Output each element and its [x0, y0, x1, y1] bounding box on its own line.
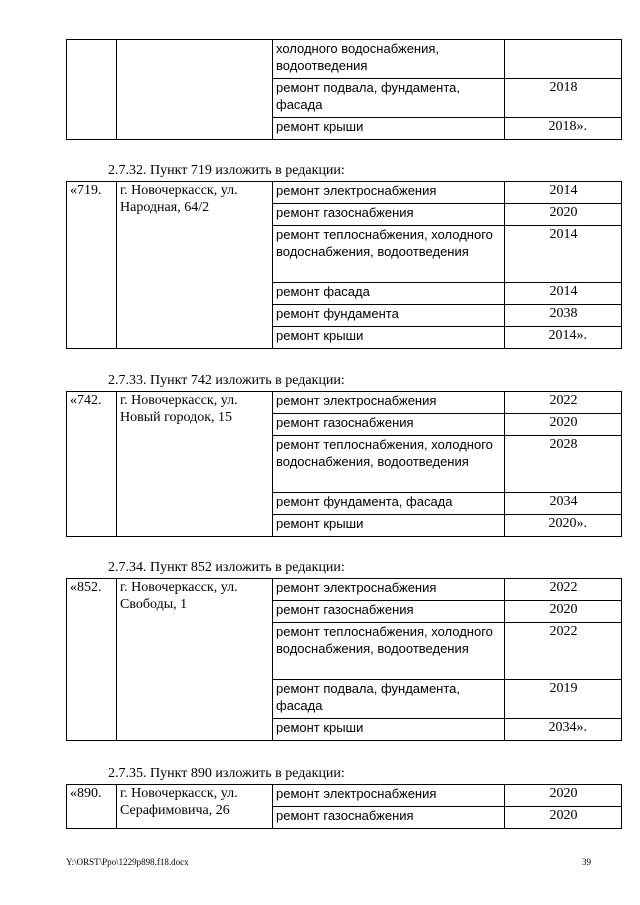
section-heading: 2.7.33. Пункт 742 изложить в редакции:: [108, 373, 345, 388]
work-cell: ремонт подвала, фундамента, фасада: [273, 680, 505, 719]
work-cell: ремонт электроснабжения: [273, 392, 505, 414]
year-cell: 2022: [505, 392, 622, 414]
year-cell: 2020: [505, 785, 622, 807]
year-cell: 2020: [505, 807, 622, 829]
section-table: [66, 784, 622, 829]
year-cell: 2022: [505, 579, 622, 601]
section-heading: 2.7.35. Пункт 890 изложить в редакции:: [108, 766, 345, 781]
year-cell: [505, 40, 622, 79]
year-cell: 2028: [505, 436, 622, 493]
work-cell: ремонт газоснабжения: [273, 414, 505, 436]
address-cell: г. Новочеркасск, ул. Новый городок, 15: [117, 392, 273, 537]
work-cell: ремонт крыши: [273, 515, 505, 537]
year-cell: 2020: [505, 601, 622, 623]
work-cell: ремонт теплоснабжения, холодного водоснабжения, водоотведения: [273, 436, 505, 493]
section-table: [66, 391, 622, 537]
year-cell: 2020».: [505, 515, 622, 537]
section-table: [66, 181, 622, 349]
work-cell: ремонт электроснабжения: [273, 579, 505, 601]
work-cell: ремонт фундамента: [273, 305, 505, 327]
year-cell: 2019: [505, 680, 622, 719]
work-cell: ремонт крыши: [273, 118, 505, 140]
footer-file-path: Y:\ORST\Ppo\1229p898.f18.docx: [66, 857, 189, 867]
work-cell: холодного водоснабжения, водоотведения: [273, 40, 505, 79]
address-cell: г. Новочеркасск, ул. Народная, 64/2: [117, 182, 273, 349]
year-cell: 2018».: [505, 118, 622, 140]
section-table: [66, 578, 622, 741]
address-cell: [117, 40, 273, 140]
year-cell: 2034: [505, 493, 622, 515]
address-cell: г. Новочеркасск, ул. Серафимовича, 26: [117, 785, 273, 829]
year-cell: 2014: [505, 226, 622, 283]
page-number: 39: [582, 857, 591, 867]
work-cell: ремонт теплоснабжения, холодного водоснабжения, водоотведения: [273, 226, 505, 283]
work-cell: ремонт газоснабжения: [273, 807, 505, 829]
work-cell: ремонт крыши: [273, 719, 505, 741]
item-number: «719.: [67, 182, 117, 349]
work-cell: ремонт теплоснабжения, холодного водоснабжения, водоотведения: [273, 623, 505, 680]
year-cell: 2014: [505, 182, 622, 204]
address-cell: г. Новочеркасск, ул. Свободы, 1: [117, 579, 273, 741]
section-heading: 2.7.34. Пункт 852 изложить в редакции:: [108, 560, 345, 575]
continuation-table: [66, 39, 622, 140]
section-heading: 2.7.32. Пункт 719 изложить в редакции:: [108, 163, 345, 178]
year-cell: 2022: [505, 623, 622, 680]
year-cell: 2014».: [505, 327, 622, 349]
work-cell: ремонт электроснабжения: [273, 785, 505, 807]
year-cell: 2020: [505, 414, 622, 436]
item-number: «852.: [67, 579, 117, 741]
year-cell: 2034».: [505, 719, 622, 741]
item-number: «890.: [67, 785, 117, 829]
work-cell: ремонт фундамента, фасада: [273, 493, 505, 515]
year-cell: 2014: [505, 283, 622, 305]
work-cell: ремонт подвала, фундамента, фасада: [273, 79, 505, 118]
work-cell: ремонт фасада: [273, 283, 505, 305]
num-cell: [67, 40, 117, 140]
work-cell: ремонт электроснабжения: [273, 182, 505, 204]
work-cell: ремонт крыши: [273, 327, 505, 349]
year-cell: 2018: [505, 79, 622, 118]
work-cell: ремонт газоснабжения: [273, 204, 505, 226]
work-cell: ремонт газоснабжения: [273, 601, 505, 623]
year-cell: 2038: [505, 305, 622, 327]
item-number: «742.: [67, 392, 117, 537]
year-cell: 2020: [505, 204, 622, 226]
